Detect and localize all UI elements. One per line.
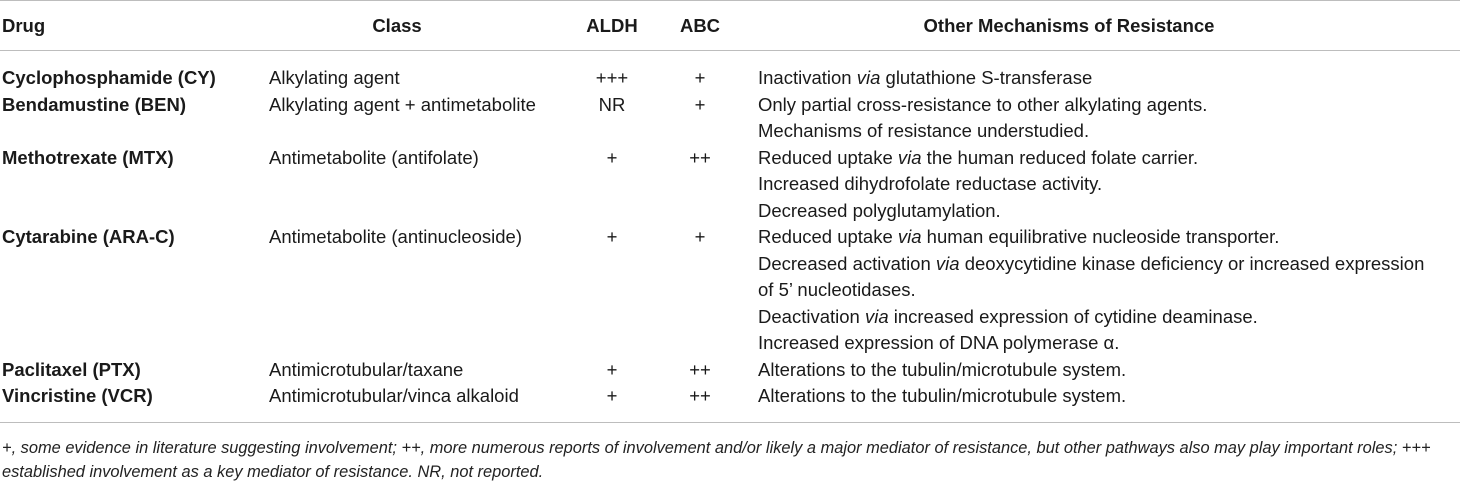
cell-other-mechanisms [758, 92, 1460, 145]
mechanism-line [758, 198, 1460, 225]
table-row [0, 357, 1460, 384]
mechanism-emphasis: via [897, 226, 922, 247]
cell-abc: ++ [672, 383, 758, 422]
mechanism-text: Decreased polyglutamylation. [758, 199, 1001, 221]
mechanism-text: Only partial cross-resistance to other alkylating agents. [758, 93, 1208, 115]
table-row [0, 224, 1460, 357]
cell-drug: Vincristine (VCR) [0, 383, 262, 422]
table-footnote: +, some evidence in literature suggesting involvement; ++, more numerous reports of involvement and/or likely a major mediator of resistance, but other pathways also may play important roles; +++ established involvement as a key mediator of resistance. NR, not reported. [2, 439, 1431, 481]
table-row [0, 92, 1460, 145]
cell-class: Antimicrotubular/taxane [269, 358, 464, 380]
cell-abc: + [694, 226, 706, 247]
mechanism-text: Increased dihydrofolate reductase activity. [758, 173, 1103, 194]
cell-aldh: NR [598, 93, 626, 115]
mechanism-line [758, 65, 1460, 92]
mechanism-text: Alterations to the tubulin/microtubule system. [758, 385, 1127, 406]
mechanism-text-cont: the human reduced folate carrier. [921, 146, 1199, 168]
cell-aldh: + [606, 358, 618, 380]
cell-drug: Cytarabine (ARA-C) [2, 226, 175, 247]
cell-aldh: +++ [595, 67, 629, 88]
mechanism-line [758, 330, 1460, 357]
mechanism-text: Inactivation [758, 67, 857, 88]
mechanism-line [758, 224, 1460, 251]
table-header [0, 1, 1460, 51]
cell-class: Antimetabolite (antinucleoside) [269, 226, 522, 247]
header-aldh: ALDH [568, 1, 672, 51]
mechanism-text: Increased expression of DNA polymerase α. [758, 332, 1120, 353]
header-row [0, 1, 1460, 51]
table-row [0, 383, 1460, 422]
cell-class: Alkylating agent [269, 67, 400, 88]
mechanism-text-cont: glutathione S-transferase [880, 67, 1093, 88]
mechanism-text-cont: human equilibrative nucleoside transporter. [921, 226, 1280, 247]
cell-abc: + [694, 67, 706, 88]
mechanism-emphasis: via [935, 252, 960, 274]
mechanism-text: Reduced uptake [758, 146, 898, 168]
mechanism-line [758, 118, 1460, 145]
header-other-mechanisms: Other Mechanisms of Resistance [758, 1, 1460, 51]
cell-other-mechanisms [758, 357, 1460, 384]
cell-drug: Bendamustine (BEN) [2, 93, 186, 115]
cell-aldh: + [606, 226, 618, 247]
mechanism-text: Deactivation [758, 305, 865, 327]
cell-class: Antimicrotubular/vinca alkaloid [262, 383, 568, 422]
mechanism-text-cont: deoxycytidine kinase deficiency or increased expression [959, 252, 1425, 274]
mechanism-line [758, 92, 1460, 119]
cell-class: Alkylating agent + antimetabolite [269, 93, 536, 115]
mechanism-emphasis: via [856, 67, 881, 88]
header-abc: ABC [672, 1, 758, 51]
table-row [0, 145, 1460, 225]
mechanism-text: Reduced uptake [758, 226, 898, 247]
mechanism-text: Decreased activation [758, 252, 936, 274]
mechanism-text: of 5’ nucleotidases. [758, 279, 916, 300]
table-body [0, 51, 1460, 423]
mechanism-line [758, 304, 1460, 331]
cell-aldh: + [606, 146, 618, 168]
cell-abc: ++ [689, 358, 711, 380]
cell-drug: Paclitaxel (PTX) [2, 358, 141, 380]
mechanism-line [758, 357, 1460, 384]
cell-abc: ++ [689, 146, 711, 168]
table-row [0, 51, 1460, 92]
cell-drug: Methotrexate (MTX) [2, 146, 174, 168]
header-class: Class [262, 1, 568, 51]
cell-other-mechanisms [758, 224, 1460, 357]
cell-class: Antimetabolite (antifolate) [269, 146, 479, 168]
mechanism-emphasis: via [897, 146, 922, 168]
mechanism-line [758, 145, 1460, 172]
cell-other-mechanisms [758, 51, 1460, 92]
mechanism-text-cont: increased expression of cytidine deaminase. [888, 305, 1258, 327]
cell-abc: + [694, 93, 706, 115]
header-drug: Drug [0, 1, 262, 51]
mechanism-emphasis: via [864, 305, 889, 327]
cell-other-mechanisms [758, 145, 1460, 225]
cell-drug: Cyclophosphamide (CY) [2, 67, 216, 88]
mechanism-line [758, 251, 1460, 278]
mechanism-line [758, 383, 1460, 410]
mechanism-line [758, 277, 1460, 304]
mechanism-text: Alterations to the tubulin/microtubule system. [758, 358, 1127, 380]
mechanism-line [758, 171, 1460, 198]
mechanism-text: Mechanisms of resistance understudied. [758, 120, 1090, 141]
cell-aldh: + [568, 383, 672, 422]
cell-other-mechanisms [758, 383, 1460, 422]
